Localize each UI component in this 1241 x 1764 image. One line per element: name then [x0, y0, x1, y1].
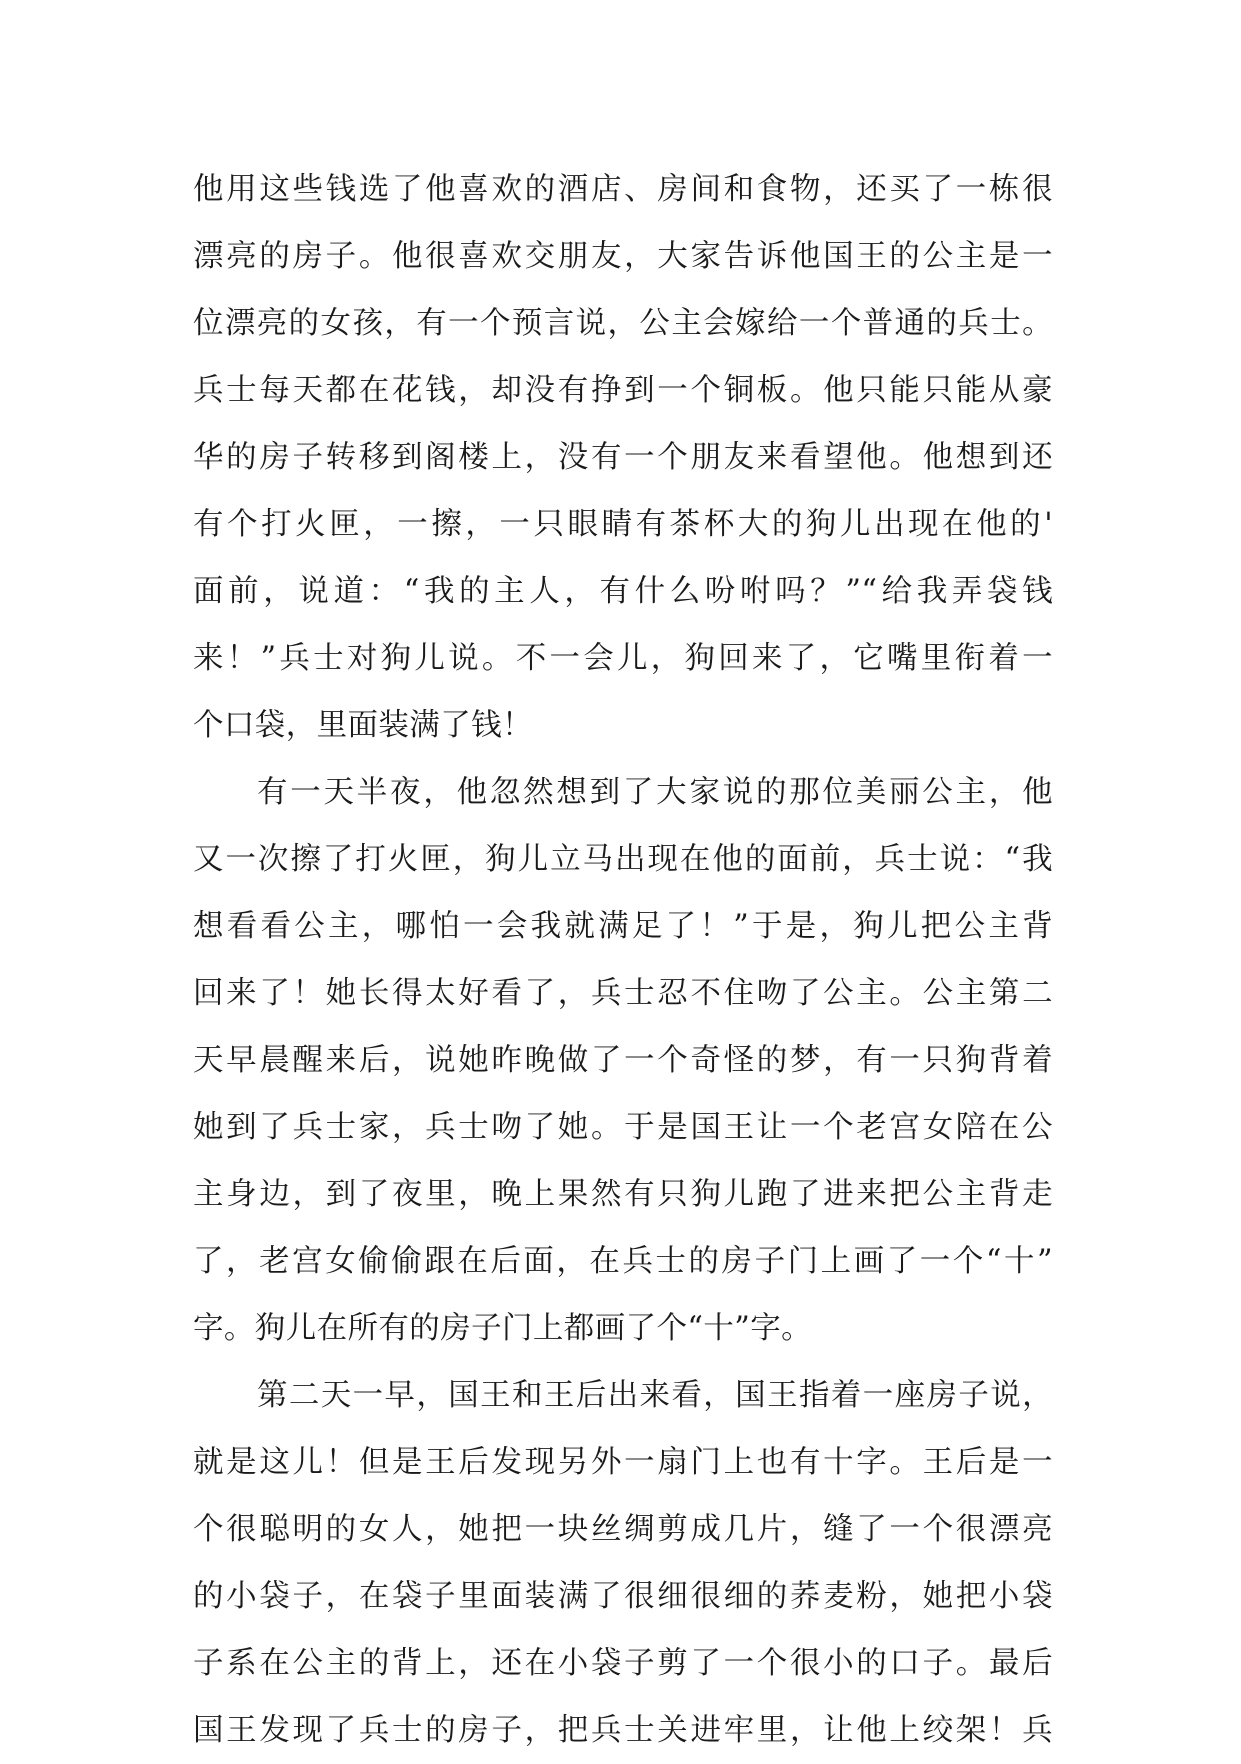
text-line: 个口袋，里面装满了钱！: [193, 708, 533, 743]
text-line: 的小袋子，在袋子里面装满了很细很细的荞麦粉，她把小袋: [193, 1579, 1053, 1614]
paragraph-first-line: 第二天一早，国王和王后出来看，国王指着一座房子说，: [257, 1378, 1053, 1413]
text-line: 她到了兵士家，兵士吻了她。于是国王让一个老宫女陪在公: [193, 1110, 1053, 1145]
text-line: 位漂亮的女孩，有一个预言说，公主会嫁给一个普通的兵士。: [193, 306, 1053, 341]
text-line: 有个打火匣，一擦，一只眼睛有茶杯大的狗儿出现在他的': [193, 507, 1053, 542]
paragraph-first-line: 有一天半夜，他忽然想到了大家说的那位美丽公主，他: [257, 775, 1053, 810]
text-line: 主身边，到了夜里，晚上果然有只狗儿跑了进来把公主背走: [193, 1177, 1053, 1212]
text-line: 他用这些钱选了他喜欢的酒店、房间和食物，还买了一栋很: [193, 172, 1053, 207]
text-line: 个很聪明的女人，她把一块丝绸剪成几片，缝了一个很漂亮: [193, 1512, 1053, 1547]
text-line: 国王发现了兵士的房子，把兵士关进牢里，让他上绞架！兵: [193, 1713, 1053, 1748]
text-line: 字。狗儿在所有的房子门上都画了个“十”字。: [193, 1311, 813, 1346]
text-line: 来！”兵士对狗儿说。不一会儿，狗回来了，它嘴里衔着一: [193, 641, 1053, 676]
text-line: 回来了！她长得太好看了，兵士忍不住吻了公主。公主第二: [193, 976, 1053, 1011]
text-line: 就是这儿！但是王后发现另外一扇门上也有十字。王后是一: [193, 1445, 1053, 1480]
text-line: 兵士每天都在花钱，却没有挣到一个铜板。他只能只能从豪: [193, 373, 1053, 408]
text-line: 子系在公主的背上，还在小袋子剪了一个很小的口子。最后: [193, 1646, 1053, 1681]
text-line: 想看看公主，哪怕一会我就满足了！”于是，狗儿把公主背: [193, 909, 1053, 944]
text-line: 天早晨醒来后，说她昨晚做了一个奇怪的梦，有一只狗背着: [193, 1043, 1053, 1078]
body-text: [193, 156, 1053, 1764]
text-line: 漂亮的房子。他很喜欢交朋友，大家告诉他国王的公主是一: [193, 239, 1053, 274]
text-line: 面前，说道：“我的主人，有什么吩咐吗？”“给我弄袋钱: [193, 574, 1053, 609]
text-line: 了，老宫女偷偷跟在后面，在兵士的房子门上画了一个“十”: [193, 1244, 1053, 1279]
text-line: 华的房子转移到阁楼上，没有一个朋友来看望他。他想到还: [193, 440, 1053, 475]
text-line: 又一次擦了打火匣，狗儿立马出现在他的面前，兵士说：“我: [193, 842, 1053, 877]
